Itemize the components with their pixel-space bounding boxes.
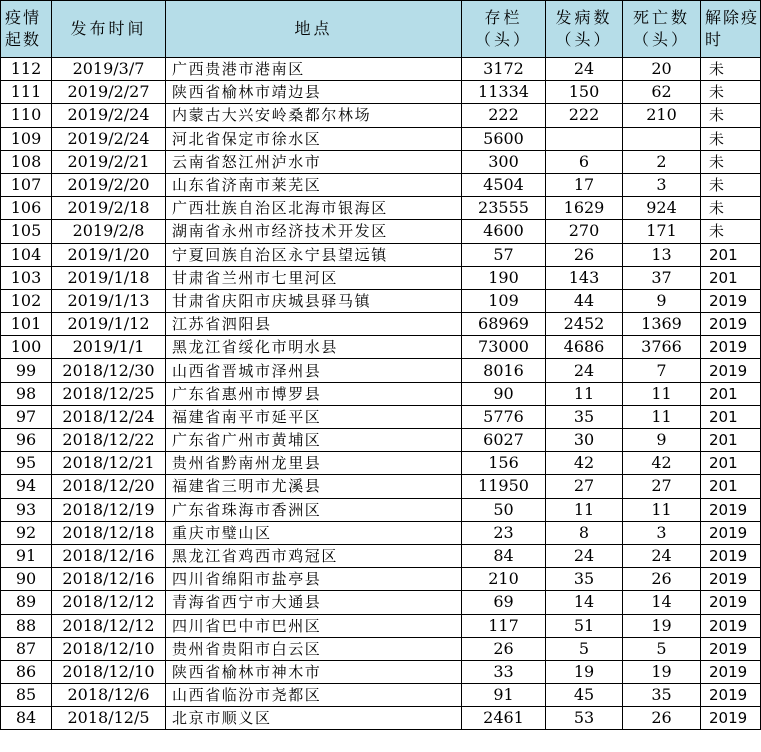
cell-location[interactable]: 山西省晋城市泽州县 [166, 359, 462, 382]
cell-location[interactable]: 青海省西宁市大通县 [166, 591, 462, 614]
cell-location[interactable]: 四川省绵阳市盐亭县 [166, 568, 462, 591]
cell-lifted-time[interactable]: 2019 [701, 313, 761, 336]
cell-sick[interactable]: 6 [546, 150, 623, 173]
cell-dead[interactable]: 9 [623, 429, 701, 452]
cell-stock[interactable]: 57 [462, 243, 546, 266]
cell-location[interactable]: 北京市顺义区 [166, 707, 462, 730]
header-publish-date[interactable]: 发布时间 [52, 1, 166, 58]
cell-outbreak-id[interactable]: 98 [1, 382, 52, 405]
cell-sick[interactable]: 14 [546, 591, 623, 614]
cell-outbreak-id[interactable]: 97 [1, 405, 52, 428]
cell-sick[interactable]: 26 [546, 243, 623, 266]
cell-location[interactable]: 广东省珠海市香洲区 [166, 498, 462, 521]
cell-lifted-time[interactable]: 未 [701, 197, 761, 220]
table-row [1, 405, 761, 428]
cell-lifted-time[interactable]: 2019 [701, 521, 761, 544]
cell-publish-date[interactable]: 2018/12/6 [52, 684, 166, 707]
cell-location[interactable]: 内蒙古大兴安岭桑都尔林场 [166, 104, 462, 127]
cell-stock[interactable]: 69 [462, 591, 546, 614]
cell-publish-date[interactable]: 2019/3/7 [52, 58, 166, 81]
table-row [1, 173, 761, 196]
header-row [1, 1, 761, 58]
cell-location[interactable]: 甘肃省庆阳市庆城县驿马镇 [166, 289, 462, 312]
cell-stock[interactable]: 23 [462, 521, 546, 544]
cell-stock[interactable]: 222 [462, 104, 546, 127]
cell-publish-date[interactable]: 2018/12/18 [52, 521, 166, 544]
cell-location[interactable]: 贵州省黔南州龙里县 [166, 452, 462, 475]
cell-outbreak-id[interactable]: 84 [1, 707, 52, 730]
table-row [1, 498, 761, 521]
cell-outbreak-id[interactable]: 92 [1, 521, 52, 544]
table-row [1, 591, 761, 614]
cell-location[interactable]: 云南省怒江州泸水市 [166, 150, 462, 173]
cell-location[interactable]: 湖南省永州市经济技术开发区 [166, 220, 462, 243]
cell-dead[interactable]: 171 [623, 220, 701, 243]
cell-sick[interactable]: 24 [546, 359, 623, 382]
cell-lifted-time[interactable]: 2019 [701, 707, 761, 730]
cell-publish-date[interactable]: 2019/1/12 [52, 313, 166, 336]
cell-stock[interactable]: 117 [462, 614, 546, 637]
table-row [1, 81, 761, 104]
cell-sick[interactable]: 51 [546, 614, 623, 637]
cell-outbreak-id[interactable]: 96 [1, 429, 52, 452]
cell-sick[interactable]: 143 [546, 266, 623, 289]
cell-sick[interactable]: 19 [546, 660, 623, 683]
cell-stock[interactable]: 8016 [462, 359, 546, 382]
cell-dead[interactable]: 5 [623, 637, 701, 660]
cell-location[interactable]: 福建省南平市延平区 [166, 405, 462, 428]
table-row [1, 614, 761, 637]
cell-lifted-time[interactable]: 2019 [701, 289, 761, 312]
table-row [1, 544, 761, 567]
cell-sick[interactable] [546, 127, 623, 150]
cell-dead[interactable]: 1369 [623, 313, 701, 336]
cell-sick[interactable]: 270 [546, 220, 623, 243]
table-row [1, 266, 761, 289]
cell-dead[interactable]: 26 [623, 568, 701, 591]
table-row [1, 521, 761, 544]
cell-stock[interactable]: 300 [462, 150, 546, 173]
header-location[interactable]: 地点 [166, 1, 462, 58]
cell-publish-date[interactable]: 2019/2/18 [52, 197, 166, 220]
table-row [1, 684, 761, 707]
cell-lifted-time[interactable]: 2019 [701, 568, 761, 591]
cell-location[interactable]: 甘肃省兰州市七里河区 [166, 266, 462, 289]
cell-outbreak-id[interactable]: 89 [1, 591, 52, 614]
cell-publish-date[interactable]: 2018/12/21 [52, 452, 166, 475]
cell-publish-date[interactable]: 2019/2/24 [52, 104, 166, 127]
cell-dead[interactable]: 2 [623, 150, 701, 173]
cell-dead[interactable]: 210 [623, 104, 701, 127]
cell-lifted-time[interactable]: 未 [701, 58, 761, 81]
cell-stock[interactable]: 11334 [462, 81, 546, 104]
cell-lifted-time[interactable]: 未 [701, 81, 761, 104]
cell-outbreak-id[interactable]: 95 [1, 452, 52, 475]
cell-dead[interactable]: 13 [623, 243, 701, 266]
cell-outbreak-id[interactable]: 85 [1, 684, 52, 707]
cell-publish-date[interactable]: 2018/12/5 [52, 707, 166, 730]
table-row [1, 313, 761, 336]
cell-publish-date[interactable]: 2018/12/30 [52, 359, 166, 382]
table-row [1, 637, 761, 660]
header-sick[interactable]: 发病数（头） [546, 1, 623, 58]
cell-lifted-time[interactable]: 201 [701, 405, 761, 428]
cell-sick[interactable]: 8 [546, 521, 623, 544]
cell-lifted-time[interactable]: 201 [701, 452, 761, 475]
table-row [1, 127, 761, 150]
cell-dead[interactable] [623, 127, 701, 150]
cell-stock[interactable]: 210 [462, 568, 546, 591]
cell-publish-date[interactable]: 2018/12/20 [52, 475, 166, 498]
cell-dead[interactable]: 11 [623, 405, 701, 428]
cell-lifted-time[interactable]: 2019 [701, 637, 761, 660]
cell-sick[interactable]: 53 [546, 707, 623, 730]
cell-publish-date[interactable]: 2018/12/25 [52, 382, 166, 405]
cell-outbreak-id[interactable]: 94 [1, 475, 52, 498]
cell-sick[interactable]: 11 [546, 382, 623, 405]
cell-stock[interactable]: 90 [462, 382, 546, 405]
cell-outbreak-id[interactable]: 112 [1, 58, 52, 81]
cell-publish-date[interactable]: 2018/12/24 [52, 405, 166, 428]
cell-stock[interactable]: 156 [462, 452, 546, 475]
cell-outbreak-id[interactable]: 105 [1, 220, 52, 243]
cell-dead[interactable]: 62 [623, 81, 701, 104]
cell-publish-date[interactable]: 2019/1/1 [52, 336, 166, 359]
cell-stock[interactable]: 190 [462, 266, 546, 289]
cell-lifted-time[interactable]: 未 [701, 173, 761, 196]
cell-dead[interactable]: 19 [623, 614, 701, 637]
cell-dead[interactable]: 3 [623, 173, 701, 196]
cell-lifted-time[interactable]: 2019 [701, 498, 761, 521]
cell-sick[interactable]: 24 [546, 544, 623, 567]
cell-publish-date[interactable]: 2019/2/21 [52, 150, 166, 173]
cell-outbreak-id[interactable]: 103 [1, 266, 52, 289]
cell-dead[interactable]: 35 [623, 684, 701, 707]
cell-stock[interactable]: 4504 [462, 173, 546, 196]
cell-location[interactable]: 四川省巴中市巴州区 [166, 614, 462, 637]
cell-publish-date[interactable]: 2019/2/8 [52, 220, 166, 243]
cell-dead[interactable]: 7 [623, 359, 701, 382]
cell-publish-date[interactable]: 2018/12/16 [52, 544, 166, 567]
cell-location[interactable]: 重庆市璧山区 [166, 521, 462, 544]
cell-lifted-time[interactable]: 2019 [701, 336, 761, 359]
cell-stock[interactable]: 6027 [462, 429, 546, 452]
cell-lifted-time[interactable]: 201 [701, 475, 761, 498]
cell-dead[interactable]: 3 [623, 521, 701, 544]
cell-outbreak-id[interactable]: 99 [1, 359, 52, 382]
cell-lifted-time[interactable]: 201 [701, 266, 761, 289]
cell-outbreak-id[interactable]: 86 [1, 660, 52, 683]
cell-dead[interactable]: 924 [623, 197, 701, 220]
cell-publish-date[interactable]: 2018/12/22 [52, 429, 166, 452]
cell-location[interactable]: 福建省三明市尤溪县 [166, 475, 462, 498]
cell-publish-date[interactable]: 2019/1/18 [52, 266, 166, 289]
cell-stock[interactable]: 50 [462, 498, 546, 521]
cell-outbreak-id[interactable]: 102 [1, 289, 52, 312]
cell-lifted-time[interactable]: 2019 [701, 544, 761, 567]
table-row [1, 220, 761, 243]
cell-lifted-time[interactable]: 2019 [701, 591, 761, 614]
cell-location[interactable]: 广东省广州市黄埔区 [166, 429, 462, 452]
cell-publish-date[interactable]: 2019/2/27 [52, 81, 166, 104]
cell-sick[interactable]: 2452 [546, 313, 623, 336]
cell-location[interactable]: 河北省保定市徐水区 [166, 127, 462, 150]
table-row [1, 429, 761, 452]
cell-stock[interactable]: 3172 [462, 58, 546, 81]
cell-stock[interactable]: 11950 [462, 475, 546, 498]
cell-outbreak-id[interactable]: 108 [1, 150, 52, 173]
cell-sick[interactable]: 30 [546, 429, 623, 452]
cell-dead[interactable]: 11 [623, 382, 701, 405]
cell-sick[interactable]: 35 [546, 568, 623, 591]
cell-publish-date[interactable]: 2018/12/10 [52, 637, 166, 660]
cell-stock[interactable]: 23555 [462, 197, 546, 220]
cell-location[interactable]: 陕西省榆林市靖边县 [166, 81, 462, 104]
cell-sick[interactable]: 5 [546, 637, 623, 660]
cell-stock[interactable]: 91 [462, 684, 546, 707]
cell-outbreak-id[interactable]: 109 [1, 127, 52, 150]
cell-dead[interactable]: 37 [623, 266, 701, 289]
cell-location[interactable]: 山东省济南市莱芜区 [166, 173, 462, 196]
table-row [1, 150, 761, 173]
cell-location[interactable]: 贵州省贵阳市白云区 [166, 637, 462, 660]
cell-dead[interactable]: 27 [623, 475, 701, 498]
cell-outbreak-id[interactable]: 91 [1, 544, 52, 567]
cell-location[interactable]: 广西壮族自治区北海市银海区 [166, 197, 462, 220]
cell-stock[interactable]: 4600 [462, 220, 546, 243]
table-row [1, 707, 761, 730]
header-lifted-time[interactable]: 解除疫时 [701, 1, 761, 58]
cell-outbreak-id[interactable]: 111 [1, 81, 52, 104]
cell-outbreak-id[interactable]: 100 [1, 336, 52, 359]
cell-location[interactable]: 江苏省泗阳县 [166, 313, 462, 336]
cell-dead[interactable]: 9 [623, 289, 701, 312]
cell-outbreak-id[interactable]: 106 [1, 197, 52, 220]
cell-sick[interactable]: 17 [546, 173, 623, 196]
cell-outbreak-id[interactable]: 93 [1, 498, 52, 521]
cell-stock[interactable]: 68969 [462, 313, 546, 336]
cell-stock[interactable]: 84 [462, 544, 546, 567]
cell-lifted-time[interactable]: 2019 [701, 660, 761, 683]
cell-location[interactable]: 黑龙江省鸡西市鸡冠区 [166, 544, 462, 567]
cell-sick[interactable]: 1629 [546, 197, 623, 220]
cell-sick[interactable]: 222 [546, 104, 623, 127]
cell-lifted-time[interactable]: 2019 [701, 359, 761, 382]
cell-sick[interactable]: 35 [546, 405, 623, 428]
cell-stock[interactable]: 33 [462, 660, 546, 683]
cell-sick[interactable]: 42 [546, 452, 623, 475]
table-row [1, 475, 761, 498]
cell-sick[interactable]: 44 [546, 289, 623, 312]
table-row [1, 58, 761, 81]
cell-outbreak-id[interactable]: 90 [1, 568, 52, 591]
cell-lifted-time[interactable]: 201 [701, 382, 761, 405]
cell-lifted-time[interactable]: 201 [701, 243, 761, 266]
cell-stock[interactable]: 109 [462, 289, 546, 312]
cell-location[interactable]: 山西省临汾市尧都区 [166, 684, 462, 707]
cell-sick[interactable]: 11 [546, 498, 623, 521]
cell-dead[interactable]: 3766 [623, 336, 701, 359]
cell-location[interactable]: 陕西省榆林市神木市 [166, 660, 462, 683]
cell-outbreak-id[interactable]: 101 [1, 313, 52, 336]
cell-publish-date[interactable]: 2018/12/19 [52, 498, 166, 521]
cell-outbreak-id[interactable]: 88 [1, 614, 52, 637]
cell-outbreak-id[interactable]: 104 [1, 243, 52, 266]
cell-dead[interactable]: 11 [623, 498, 701, 521]
cell-publish-date[interactable]: 2018/12/12 [52, 614, 166, 637]
header-dead[interactable]: 死亡数（头） [623, 1, 701, 58]
cell-dead[interactable]: 26 [623, 707, 701, 730]
cell-location[interactable]: 广西贵港市港南区 [166, 58, 462, 81]
cell-stock[interactable]: 26 [462, 637, 546, 660]
cell-sick[interactable]: 27 [546, 475, 623, 498]
table-row [1, 568, 761, 591]
cell-sick[interactable]: 150 [546, 81, 623, 104]
table-row [1, 452, 761, 475]
cell-publish-date[interactable]: 2018/12/10 [52, 660, 166, 683]
cell-outbreak-id[interactable]: 107 [1, 173, 52, 196]
cell-outbreak-id[interactable]: 87 [1, 637, 52, 660]
cell-stock[interactable]: 5600 [462, 127, 546, 150]
cell-publish-date[interactable]: 2019/2/24 [52, 127, 166, 150]
cell-lifted-time[interactable]: 未 [701, 104, 761, 127]
cell-publish-date[interactable]: 2018/12/16 [52, 568, 166, 591]
header-stock[interactable]: 存栏（头） [462, 1, 546, 58]
cell-sick[interactable]: 45 [546, 684, 623, 707]
cell-outbreak-id[interactable]: 110 [1, 104, 52, 127]
table-row [1, 289, 761, 312]
cell-stock[interactable]: 73000 [462, 336, 546, 359]
table-row [1, 104, 761, 127]
cell-location[interactable]: 宁夏回族自治区永宁县望远镇 [166, 243, 462, 266]
cell-dead[interactable]: 42 [623, 452, 701, 475]
cell-location[interactable]: 广东省惠州市博罗县 [166, 382, 462, 405]
cell-sick[interactable]: 4686 [546, 336, 623, 359]
cell-publish-date[interactable]: 2019/2/20 [52, 173, 166, 196]
table-row [1, 336, 761, 359]
cell-dead[interactable]: 20 [623, 58, 701, 81]
cell-lifted-time[interactable]: 2019 [701, 614, 761, 637]
cell-publish-date[interactable]: 2019/1/20 [52, 243, 166, 266]
table-row [1, 359, 761, 382]
cell-sick[interactable]: 24 [546, 58, 623, 81]
cell-stock[interactable]: 5776 [462, 405, 546, 428]
cell-dead[interactable]: 24 [623, 544, 701, 567]
cell-lifted-time[interactable]: 201 [701, 429, 761, 452]
cell-lifted-time[interactable]: 未 [701, 150, 761, 173]
cell-location[interactable]: 黑龙江省绥化市明水县 [166, 336, 462, 359]
cell-stock[interactable]: 2461 [462, 707, 546, 730]
cell-lifted-time[interactable]: 2019 [701, 684, 761, 707]
table-row [1, 197, 761, 220]
table-row [1, 660, 761, 683]
cell-dead[interactable]: 19 [623, 660, 701, 683]
cell-dead[interactable]: 14 [623, 591, 701, 614]
cell-publish-date[interactable]: 2019/1/13 [52, 289, 166, 312]
table-row [1, 382, 761, 405]
table-row [1, 243, 761, 266]
cell-lifted-time[interactable]: 未 [701, 127, 761, 150]
header-outbreak-id[interactable]: 疫情起数 [1, 1, 52, 58]
cell-publish-date[interactable]: 2018/12/12 [52, 591, 166, 614]
cell-lifted-time[interactable]: 未 [701, 220, 761, 243]
